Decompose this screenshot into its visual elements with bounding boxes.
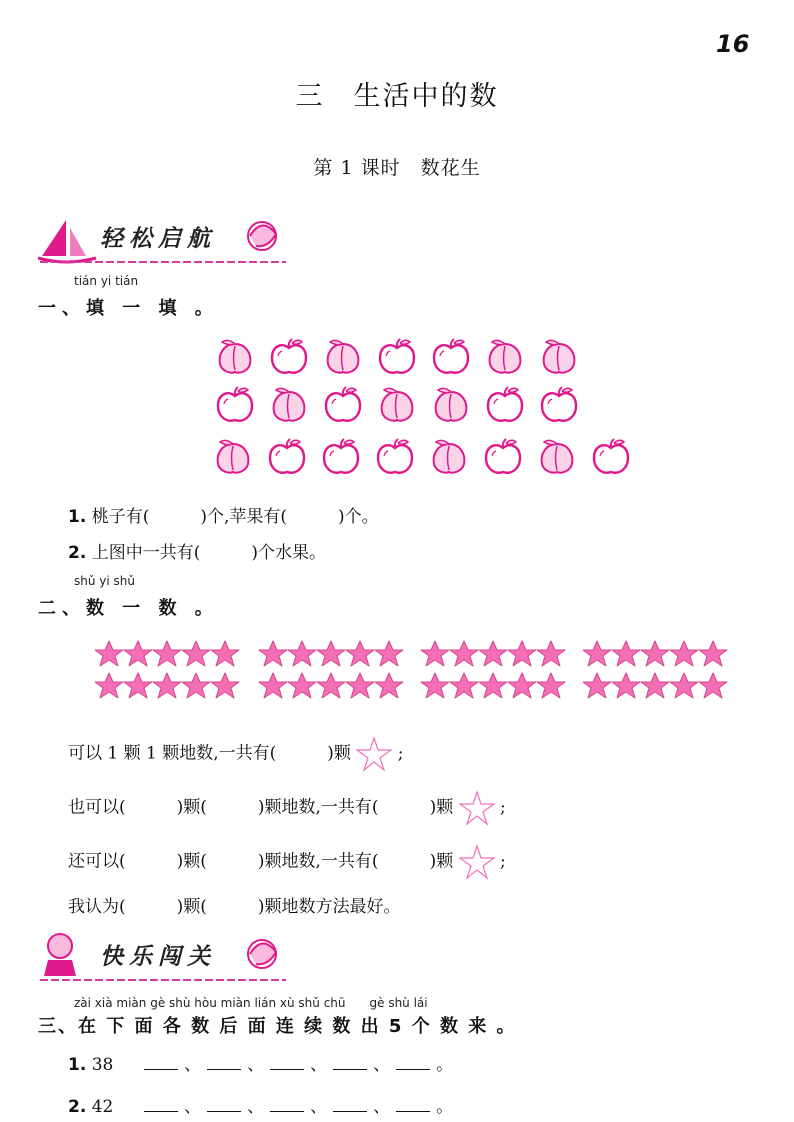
- star-icon: [611, 672, 641, 704]
- apple-icon: [268, 338, 310, 380]
- apple-icon: [482, 438, 524, 480]
- star-icon: [123, 672, 153, 704]
- star-icon: [210, 640, 240, 672]
- answer-blank[interactable]: [396, 1055, 430, 1070]
- q3-item-2: [68, 1092, 453, 1117]
- star-icon: [669, 640, 699, 672]
- star-outline-icon: [459, 852, 495, 872]
- answer-blank[interactable]: [333, 1055, 367, 1070]
- section-banner-happy-pass: [36, 930, 290, 986]
- star-icon: [536, 640, 566, 672]
- star-icon: [582, 640, 612, 672]
- star-icon: [345, 672, 375, 704]
- q2-line-4: [68, 892, 401, 917]
- separator: 、: [310, 1055, 328, 1075]
- star-icon: [258, 672, 288, 704]
- item-number: 2.: [68, 1097, 87, 1117]
- banner-title: 快乐闯关: [100, 944, 216, 970]
- line-text: 我认为( )颗( )颗地数方法最好。: [68, 897, 401, 917]
- q3-pinyin: zài xià miàn gè shù hòu miàn lián xù shǔ chū gè shù lái: [74, 996, 428, 1010]
- apple-icon: [538, 386, 580, 428]
- peach-icon: [322, 338, 364, 380]
- item-number: 1.: [68, 1055, 87, 1075]
- start-number: 38: [91, 1055, 114, 1075]
- q2-line-1: [68, 736, 403, 772]
- line-text: 也可以( )颗( )颗地数,一共有( )颗: [68, 797, 454, 818]
- item-text: 上图中一共有( )个水果。: [91, 543, 326, 563]
- q2-line-2: [68, 790, 506, 826]
- line-text: 还可以( )颗( )颗地数,一共有( )颗: [68, 851, 454, 872]
- apple-icon: [322, 386, 364, 428]
- answer-blank[interactable]: [396, 1097, 430, 1112]
- section-banner-easy-start: [36, 212, 290, 268]
- star-outline-icon: [459, 798, 495, 818]
- apple-icon: [430, 338, 472, 380]
- q2-title: 二、数 一 数 。: [38, 598, 219, 619]
- separator: 、: [247, 1097, 265, 1117]
- peach-icon: [268, 386, 310, 428]
- answer-blank[interactable]: [207, 1055, 241, 1070]
- apple-icon: [484, 386, 526, 428]
- end-mark: 。: [436, 1055, 454, 1075]
- line-text: 可以 1 颗 1 颗地数,一共有( )颗: [68, 743, 351, 764]
- star-icon: [152, 640, 182, 672]
- separator: 、: [184, 1097, 202, 1117]
- star-icon: [669, 672, 699, 704]
- q1-title: 一、填 一 填 。: [38, 298, 219, 319]
- peach-icon: [376, 386, 418, 428]
- apple-icon: [266, 438, 308, 480]
- star-icon: [698, 640, 728, 672]
- answer-blank[interactable]: [144, 1055, 178, 1070]
- peach-icon: [538, 338, 580, 380]
- line-end: ;: [500, 851, 506, 872]
- apple-icon: [320, 438, 362, 480]
- star-icon: [152, 672, 182, 704]
- star-icon: [181, 640, 211, 672]
- q1-item-2: [68, 538, 326, 563]
- answer-blank[interactable]: [144, 1097, 178, 1112]
- star-icon: [536, 672, 566, 704]
- star-icon: [258, 640, 288, 672]
- separator: 、: [247, 1055, 265, 1075]
- star-icon: [698, 672, 728, 704]
- answer-blank[interactable]: [270, 1055, 304, 1070]
- separator: 、: [310, 1097, 328, 1117]
- peach-icon: [214, 338, 256, 380]
- start-number: 42: [91, 1097, 114, 1117]
- star-icon: [210, 672, 240, 704]
- star-icon: [181, 672, 211, 704]
- star-icon: [582, 672, 612, 704]
- q3-title: 三、在 下 面 各 数 后 面 连 续 数 出 5 个 数 来 。: [38, 1016, 517, 1037]
- star-icon: [507, 672, 537, 704]
- banner-title: 轻松启航: [100, 226, 216, 252]
- page-number: 16: [716, 30, 750, 58]
- apple-icon: [590, 438, 632, 480]
- separator: 、: [373, 1055, 391, 1075]
- item-text: 桃子有( )个,苹果有( )个。: [91, 507, 379, 527]
- star-icon: [287, 640, 317, 672]
- q1-item-1: [68, 502, 379, 527]
- q3-item-1: [68, 1050, 453, 1075]
- answer-blank[interactable]: [270, 1097, 304, 1112]
- apple-icon: [376, 338, 418, 380]
- star-icon: [640, 640, 670, 672]
- peach-icon: [484, 338, 526, 380]
- star-icon: [374, 672, 404, 704]
- star-icon: [478, 672, 508, 704]
- star-icon: [316, 672, 346, 704]
- star-icon: [611, 640, 641, 672]
- apple-icon: [214, 386, 256, 428]
- item-number: 2.: [68, 543, 87, 563]
- answer-blank[interactable]: [207, 1097, 241, 1112]
- q1-pinyin: tián yi tián: [74, 274, 139, 288]
- apple-icon: [374, 438, 416, 480]
- star-icon: [478, 640, 508, 672]
- peach-icon: [430, 386, 472, 428]
- star-icon: [345, 640, 375, 672]
- chapter-title: 三 生活中的数: [295, 81, 499, 112]
- star-icon: [640, 672, 670, 704]
- end-mark: 。: [436, 1097, 454, 1117]
- star-icon: [449, 672, 479, 704]
- peach-icon: [212, 438, 254, 480]
- star-icon: [316, 640, 346, 672]
- peach-icon: [536, 438, 578, 480]
- star-outline-icon: [356, 744, 392, 764]
- peach-icon: [428, 438, 470, 480]
- star-icon: [449, 640, 479, 672]
- item-number: 1.: [68, 507, 87, 527]
- line-end: ;: [397, 743, 404, 764]
- line-end: ;: [500, 797, 506, 818]
- star-icon: [507, 640, 537, 672]
- q2-pinyin: shǔ yi shǔ: [74, 574, 135, 588]
- star-icon: [420, 672, 450, 704]
- star-icon: [123, 640, 153, 672]
- q2-line-3: [68, 844, 506, 880]
- answer-blank[interactable]: [333, 1097, 367, 1112]
- separator: 、: [184, 1055, 202, 1075]
- lesson-title: 第 1 课时 数花生: [313, 157, 481, 179]
- star-icon: [287, 672, 317, 704]
- star-icon: [420, 640, 450, 672]
- star-icon: [94, 672, 124, 704]
- star-icon: [94, 640, 124, 672]
- separator: 、: [373, 1097, 391, 1117]
- star-icon: [374, 640, 404, 672]
